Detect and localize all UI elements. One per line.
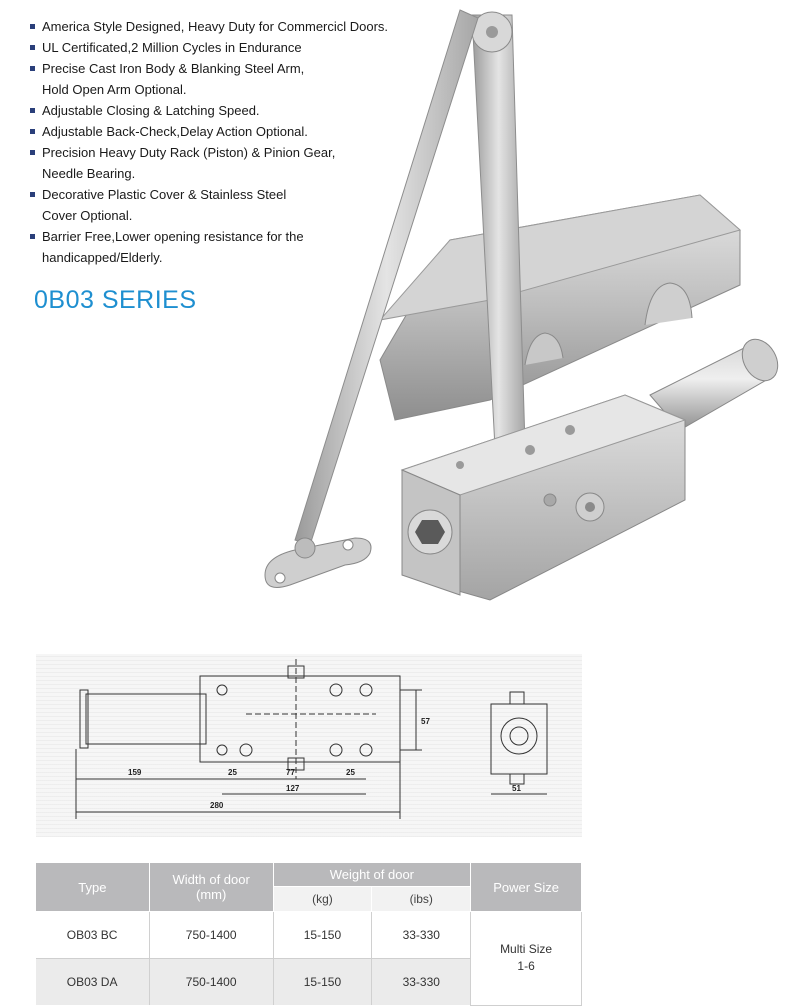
spec-table [35,862,582,1006]
row-width: 750-1400 [149,912,273,959]
bullet-icon [30,150,35,155]
dim-51: 51 [512,784,521,793]
header-ibs: (ibs) [372,887,471,912]
body-outline [200,676,400,762]
row-type: OB03 DA [36,959,150,1006]
header-width: Width of door (mm) [149,863,273,912]
dim-127: 127 [286,784,300,793]
row-kg: 15-150 [273,912,372,959]
feature-item: Precise Cast Iron Body & Blanking Steel Arm, Hold Open Arm Optional. [30,58,430,100]
series-title: 0B03 SERIES [34,286,197,314]
row-width: 750-1400 [149,959,273,1006]
dim-57: 57 [421,717,430,726]
row-kg: 15-150 [273,959,372,1006]
cylinder-outline [86,694,206,744]
end-view-outline [491,704,547,774]
bullet-icon [30,129,35,134]
bullet-icon [30,234,35,239]
dim-159: 159 [128,768,142,777]
header-type: Type [36,863,150,912]
feature-item: Decorative Plastic Cover & Stainless Steel Cover Optional. [30,184,430,226]
dim-25-right: 25 [346,768,355,777]
bullet-icon [30,108,35,113]
row-ibs: 33-330 [372,959,471,1006]
table-row [36,912,582,959]
feature-item: Adjustable Closing & Latching Speed. [30,100,430,121]
power-size-cell: Multi Size 1-6 [471,912,582,1006]
dim-280: 280 [210,801,224,810]
feature-item: Adjustable Back-Check,Delay Action Optional. [30,121,430,142]
dim-77: 77 [286,768,295,777]
header-kg: (kg) [273,887,372,912]
feature-item: America Style Designed, Heavy Duty for Commercicl Doors. [30,16,430,37]
header-power: Power Size [471,863,582,912]
dim-25-left: 25 [228,768,237,777]
feature-item: UL Certificated,2 Million Cycles in Endurance [30,37,430,58]
feature-item: Precision Heavy Duty Rack (Piston) & Pinion Gear, Needle Bearing. [30,142,430,184]
row-type: OB03 BC [36,912,150,959]
door-closer-photo [250,0,800,610]
closer-body [402,395,685,600]
technical-drawing [36,654,582,837]
bullet-icon [30,45,35,50]
bullet-icon [30,24,35,29]
bullet-icon [30,192,35,197]
bullet-icon [30,66,35,71]
header-weight: Weight of door [273,863,471,887]
row-ibs: 33-330 [372,912,471,959]
feature-item: Barrier Free,Lower opening resistance for the handicapped/Elderly. [30,226,430,268]
dimension-drawing [36,654,582,837]
